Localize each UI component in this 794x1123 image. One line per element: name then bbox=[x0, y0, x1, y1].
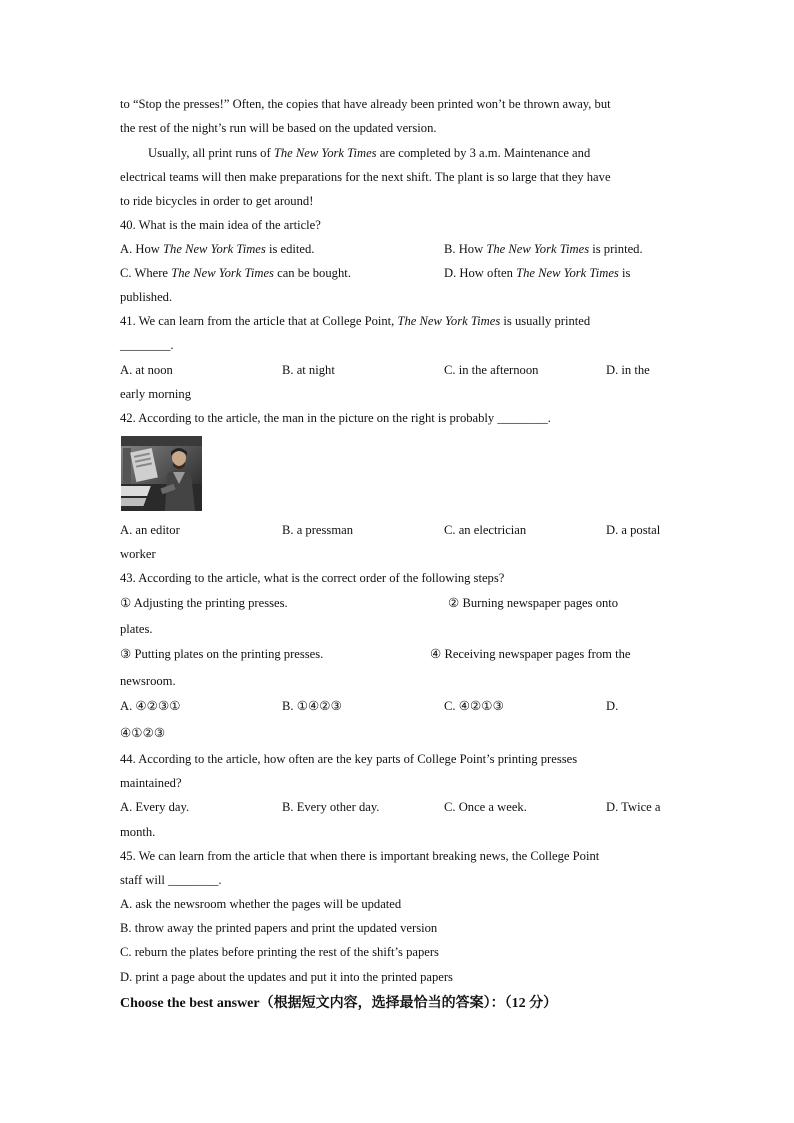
q43-option-c: C. ④②①③ bbox=[444, 699, 504, 713]
passage-line: the rest of the night’s run will be based on the updated version. bbox=[120, 121, 437, 135]
question-41-blank: ________. bbox=[120, 338, 174, 352]
q41-option-a: A. at noon bbox=[120, 363, 173, 377]
q40-option-d: D. How often The New York Times is bbox=[444, 266, 631, 280]
q45-option-a: A. ask the newsroom whether the pages will be updated bbox=[120, 897, 402, 911]
q41-option-b: B. at night bbox=[282, 363, 335, 377]
q43-step-2: ② Burning newspaper pages onto bbox=[448, 596, 619, 610]
q44-option-a: A. Every day. bbox=[120, 800, 190, 814]
q40-option-b: B. How The New York Times is printed. bbox=[444, 242, 643, 256]
q42-option-c: C. an electrician bbox=[444, 523, 527, 537]
q44-option-b: B. Every other day. bbox=[282, 800, 380, 814]
question-43-stem: 43. According to the article, what is the correct order of the following steps? bbox=[120, 571, 505, 585]
question-44-stem-wrap: maintained? bbox=[120, 776, 182, 790]
passage-line: to “Stop the presses!” Often, the copies that have already been printed won’t be thrown away, but bbox=[120, 97, 611, 111]
passage-line: to ride bicycles in order to get around! bbox=[120, 194, 314, 208]
question-45-stem-wrap: staff will ________. bbox=[120, 873, 222, 887]
q40-option-a: A. How The New York Times is edited. bbox=[120, 242, 315, 256]
q42-option-d: D. a postal bbox=[606, 523, 661, 537]
question-44-stem: 44. According to the article, how often are the key parts of College Point’s printing presses bbox=[120, 752, 578, 766]
q40-option-c: C. Where The New York Times can be bought. bbox=[120, 266, 351, 280]
q41-option-d: D. in the bbox=[606, 363, 650, 377]
section-heading: Choose the best answer（根据短文内容，选择最恰当的答案）：（12 分） bbox=[120, 996, 558, 1011]
q43-step-4-wrap: newsroom. bbox=[120, 674, 176, 688]
q41-option-c: C. in the afternoon bbox=[444, 363, 539, 377]
q44-option-d-wrap: month. bbox=[120, 825, 156, 839]
question-45-stem: 45. We can learn from the article that when there is important breaking news, the College Point bbox=[120, 849, 600, 863]
question-42-stem: 42. According to the article, the man in the picture on the right is probably ________. bbox=[120, 411, 551, 425]
q43-option-d-wrap: ④①②③ bbox=[120, 726, 166, 740]
q42-option-b: B. a pressman bbox=[282, 523, 353, 537]
q44-option-c: C. Once a week. bbox=[444, 800, 527, 814]
q43-step-3: ③ Putting plates on the printing presses. bbox=[120, 647, 324, 661]
passage-line: Usually, all print runs of The New York Times are completed by 3 a.m. Maintenance and bbox=[148, 146, 591, 160]
q43-step-2-wrap: plates. bbox=[120, 622, 153, 636]
passage-line: electrical teams will then make preparations for the next shift. The plant is so large that they have bbox=[120, 170, 611, 184]
q43-option-a: A. ④②③① bbox=[120, 699, 181, 713]
q44-option-d: D. Twice a bbox=[606, 800, 661, 814]
q45-option-c: C. reburn the plates before printing the rest of the shift’s papers bbox=[120, 945, 439, 959]
q42-option-d-wrap: worker bbox=[120, 547, 156, 561]
pressman-photo-image bbox=[121, 436, 202, 511]
q45-option-d: D. print a page about the updates and put it into the printed papers bbox=[120, 970, 453, 984]
question-41-stem: 41. We can learn from the article that at College Point, The New York Times is usually printed bbox=[120, 314, 591, 328]
q40-option-d-wrap: published. bbox=[120, 290, 173, 304]
q45-option-b: B. throw away the printed papers and print the updated version bbox=[120, 921, 438, 935]
q43-step-1: ① Adjusting the printing presses. bbox=[120, 596, 288, 610]
question-40-stem: 40. What is the main idea of the article? bbox=[120, 218, 321, 232]
q42-option-a: A. an editor bbox=[120, 523, 180, 537]
pressman-photo bbox=[121, 436, 202, 511]
q43-option-b: B. ①④②③ bbox=[282, 699, 342, 713]
q41-option-d-wrap: early morning bbox=[120, 387, 191, 401]
q43-step-4: ④ Receiving newspaper pages from the bbox=[430, 647, 631, 661]
q43-option-d: D. bbox=[606, 699, 619, 713]
